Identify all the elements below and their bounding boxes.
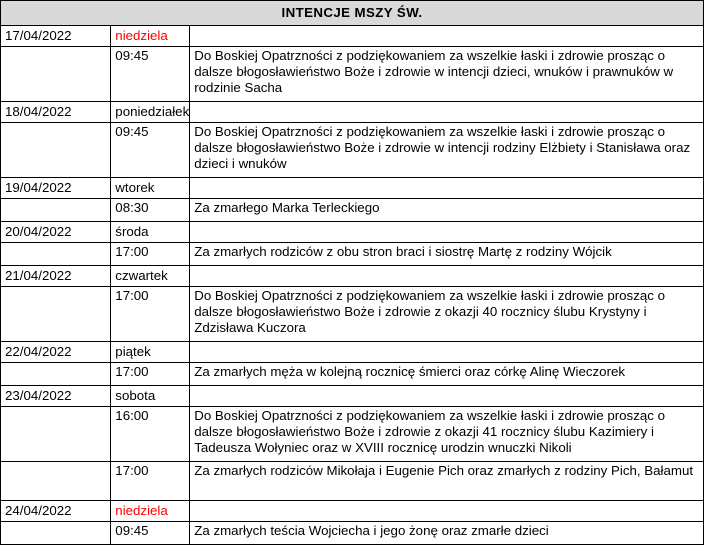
date-cell: 18/04/2022 [1,102,111,123]
empty-cell [1,462,111,501]
empty-cell [190,102,704,123]
empty-cell [1,123,111,178]
weekday-cell: sobota [111,386,190,407]
date-cell: 21/04/2022 [1,266,111,287]
mass-time: 16:00 [111,407,190,462]
date-cell: 22/04/2022 [1,342,111,363]
empty-cell [1,199,111,222]
date-cell: 24/04/2022 [1,501,111,522]
empty-cell [1,47,111,102]
date-cell: 23/04/2022 [1,386,111,407]
weekday-cell: czwartek [111,266,190,287]
mass-row [1,243,704,266]
empty-cell [1,243,111,266]
weekday-cell: niedziela [111,26,190,47]
date-cell: 20/04/2022 [1,222,111,243]
day-row [1,386,704,407]
mass-row [1,522,704,545]
mass-row [1,462,704,501]
mass-time: 17:00 [111,462,190,501]
mass-time: 09:45 [111,123,190,178]
empty-cell [1,522,111,545]
mass-time: 17:00 [111,243,190,266]
title-row [1,1,704,26]
mass-row [1,363,704,386]
weekday-cell: środa [111,222,190,243]
empty-cell [190,222,704,243]
empty-cell [190,342,704,363]
mass-time: 09:45 [111,522,190,545]
empty-cell [1,287,111,342]
mass-intention: Za zmarłych rodziców Mikołaja i Eugenie Pich oraz zmarłych z rodziny Pich, Bałamut [190,462,704,501]
mass-row [1,407,704,462]
empty-cell [1,407,111,462]
empty-cell [190,178,704,199]
day-row [1,178,704,199]
weekday-cell: niedziela [111,501,190,522]
mass-intention: Za zmarłych rodziców z obu stron braci i siostrę Martę z rodziny Wójcik [190,243,704,266]
mass-intention: Do Boskiej Opatrzności z podziękowaniem za wszelkie łaski i zdrowie prosząc o dalsze błogosławieństwo Boże i zdrowie w intencji rodziny Elżbiety i Stanisława oraz dzieci i wnuków [190,123,704,178]
date-cell: 17/04/2022 [1,26,111,47]
mass-intention: Do Boskiej Opatrzności z podziękowaniem za wszelkie łaski i zdrowie prosząc o dalsze błogosławieństwo Boże i zdrowie w intencji dzieci, wnuków i prawnuków w rodzinie Sacha [190,47,704,102]
mass-time: 08:30 [111,199,190,222]
page-title: INTENCJE MSZY ŚW. [1,1,704,26]
empty-cell [190,386,704,407]
mass-time: 17:00 [111,287,190,342]
empty-cell [1,363,111,386]
day-row [1,222,704,243]
mass-intention: Do Boskiej Opatrzności z podziękowaniem za wszelkie łaski i zdrowie prosząc o dalsze błogosławieństwo Boże i zdrowie z okazji 41 rocznicy ślubu Kazimiery i Tadeusza Wołyniec oraz w XVIII rocznicę urodzin wnuczki Nikoli [190,407,704,462]
day-row [1,102,704,123]
mass-time: 17:00 [111,363,190,386]
empty-cell [190,501,704,522]
mass-time: 09:45 [111,47,190,102]
weekday-cell: wtorek [111,178,190,199]
empty-cell [190,26,704,47]
mass-row [1,123,704,178]
mass-intention: Za zmarłych teścia Wojciecha i jego żonę oraz zmarłe dzieci [190,522,704,545]
mass-row [1,199,704,222]
weekday-cell: piątek [111,342,190,363]
empty-cell [190,266,704,287]
mass-row [1,47,704,102]
weekday-cell: poniedziałek [111,102,190,123]
day-row [1,342,704,363]
mass-intention: Za zmarłego Marka Terleckiego [190,199,704,222]
mass-intention: Do Boskiej Opatrzności z podziękowaniem za wszelkie łaski i zdrowie prosząc o dalsze błogosławieństwo Boże i zdrowie z okazji 40 rocznicy ślubu Krystyny i Zdzisława Kuczora [190,287,704,342]
mass-intention: Za zmarłych męża w kolejną rocznicę śmierci oraz córkę Alinę Wieczorek [190,363,704,386]
day-row [1,266,704,287]
mass-row [1,287,704,342]
day-row [1,501,704,522]
day-row [1,26,704,47]
date-cell: 19/04/2022 [1,178,111,199]
